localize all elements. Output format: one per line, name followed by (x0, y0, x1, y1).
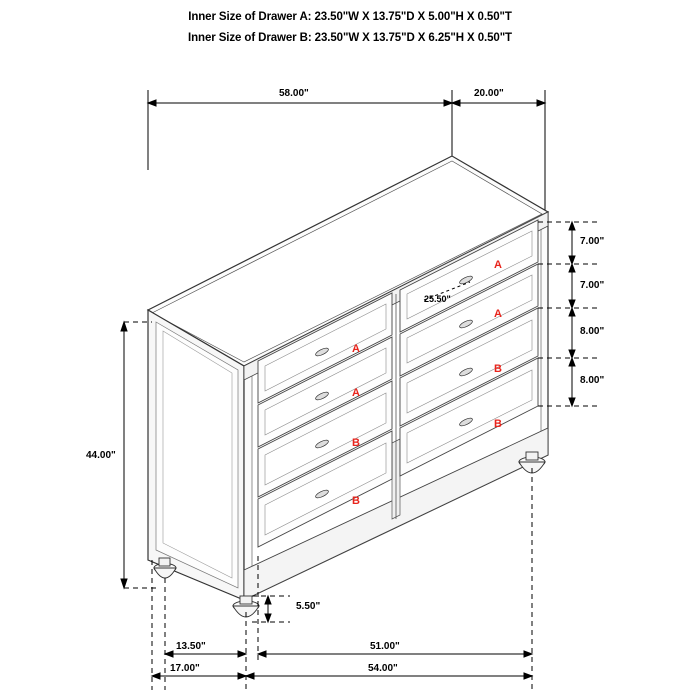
drawer-a-spec-text: Inner Size of Drawer A: 23.50"W X 13.75"D X 5.00"H X 0.50"T (188, 11, 512, 23)
drawer-label-left-4: B (352, 495, 360, 507)
dim-bottom-front-51: 51.00" (370, 641, 400, 652)
dim-bottom-left-17: 17.00" (170, 663, 200, 674)
drawer-b-spec-text: Inner Size of Drawer B: 23.50"W X 13.75"D X 6.25"H X 0.50"T (188, 32, 512, 44)
drawer-label-left-1: A (352, 343, 360, 355)
dim-right-row3: 8.00" (580, 326, 605, 337)
drawer-label-right-4: B (494, 418, 502, 430)
drawer-label-left-3: B (352, 437, 360, 449)
dim-leg-height: 5.50" (296, 601, 321, 612)
dim-inner-drawer-width: 25.50" (424, 294, 451, 304)
drawer-label-right-2: A (494, 308, 502, 320)
dim-right-row1: 7.00" (580, 236, 605, 247)
dim-bottom-total-54: 54.00" (368, 663, 398, 674)
drawer-label-right-3: B (494, 363, 502, 375)
dim-top-width: 58.00" (279, 88, 309, 99)
dim-bottom-left-13: 13.50" (176, 641, 206, 652)
dim-right-row2: 7.00" (580, 280, 605, 291)
dim-overall-height: 44.00" (86, 450, 116, 461)
dim-top-depth: 20.00" (474, 88, 504, 99)
drawer-label-left-2: A (352, 387, 360, 399)
drawer-label-right-1: A (494, 259, 502, 271)
dim-right-row4: 8.00" (580, 375, 605, 386)
